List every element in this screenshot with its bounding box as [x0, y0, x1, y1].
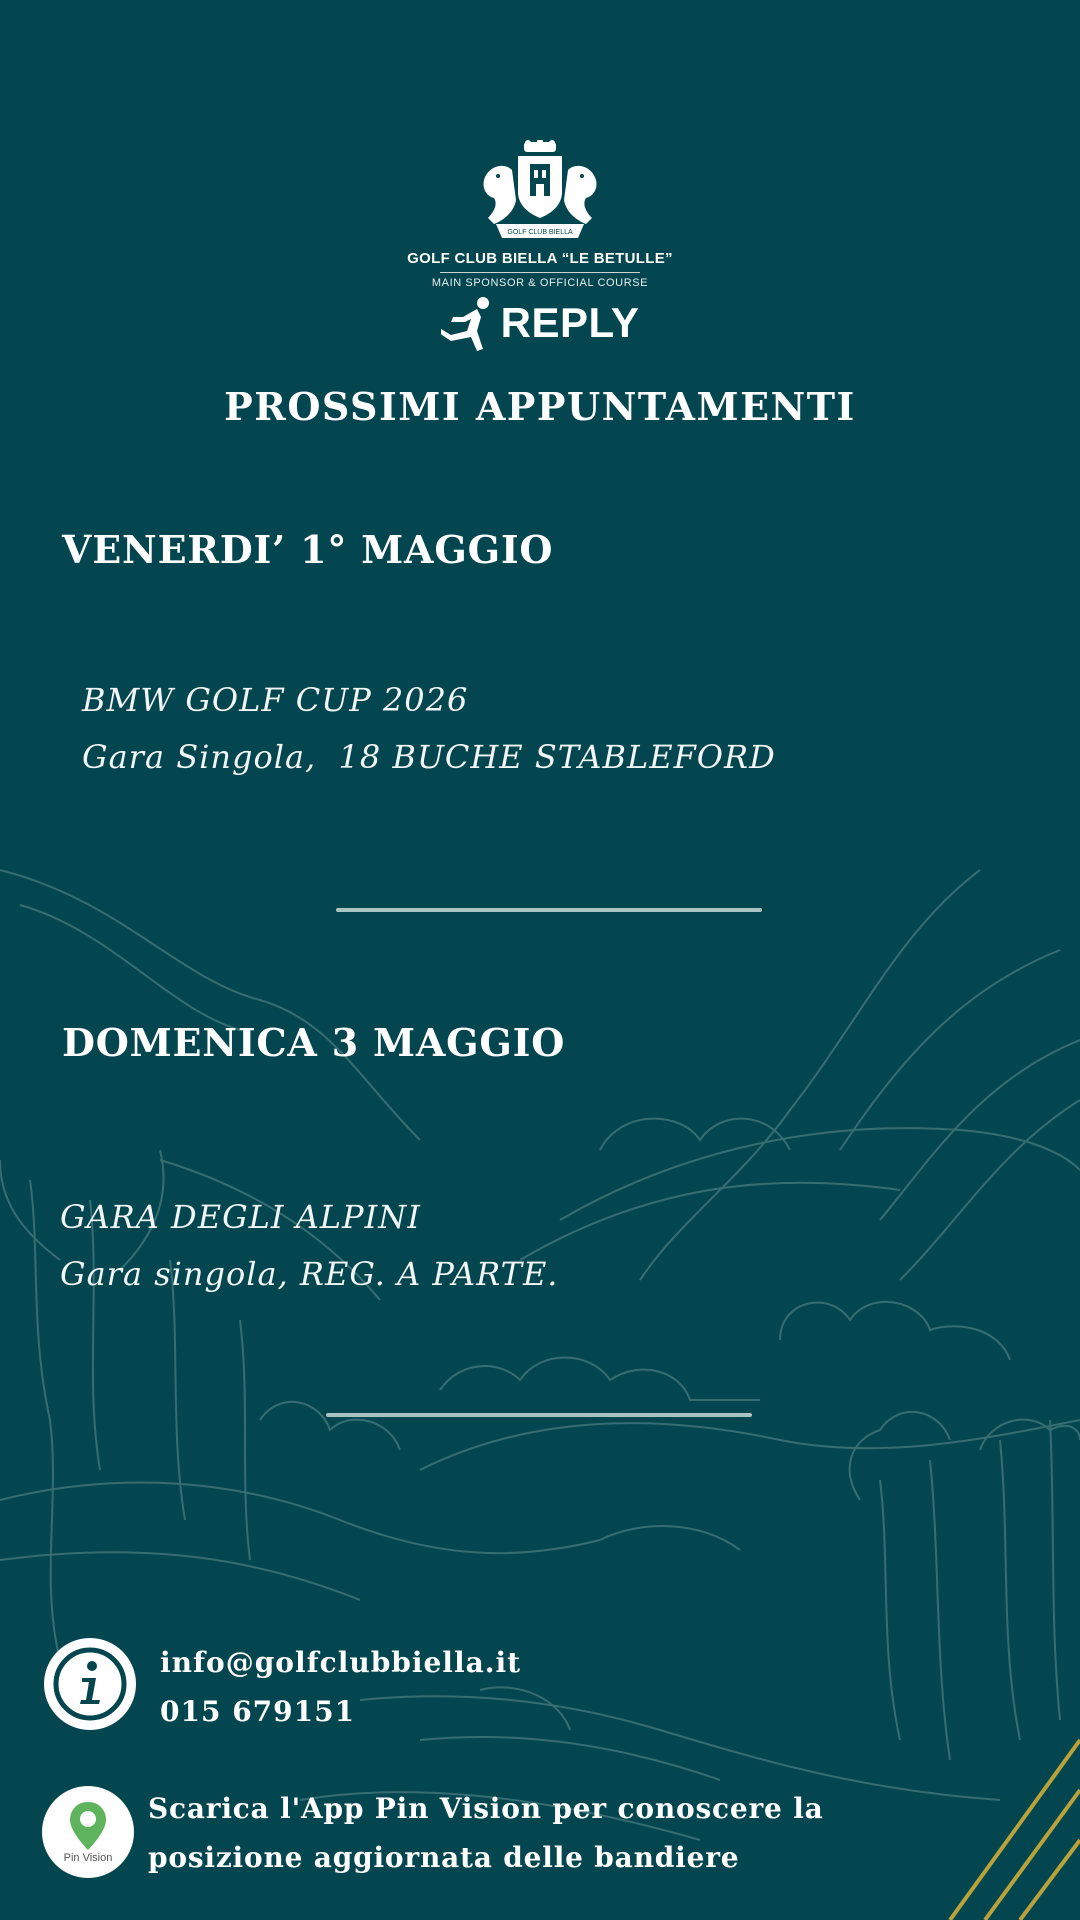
event-date: VENERDI’ 1° MAGGIO: [62, 527, 554, 572]
pin-vision-label: Pin Vision: [63, 1852, 113, 1864]
runner-icon: [441, 295, 495, 351]
crest-icon: [474, 140, 606, 244]
club-divider: [440, 272, 640, 273]
pin-vision-badge[interactable]: [42, 1786, 134, 1878]
location-pin-icon: [68, 1800, 108, 1852]
crest-banner-text: GOLF CLUB BIELLA: [507, 229, 573, 236]
sponsor-logo: [340, 295, 740, 351]
club-name: GOLF CLUB BIELLA “LE BETULLE”: [407, 250, 673, 267]
app-promo-text: [148, 1784, 824, 1882]
info-icon: [52, 1646, 128, 1722]
contact-email-link[interactable]: info@golfclubbiella.it: [160, 1646, 522, 1679]
event-details: Gara singola, REG. A PARTE.: [60, 1255, 559, 1293]
contact-phone-link[interactable]: 015 679151: [160, 1695, 356, 1728]
event-date: DOMENICA 3 MAGGIO: [62, 1020, 566, 1065]
section-divider: [326, 1413, 752, 1417]
page-title: PROSSIMI APPUNTAMENTI: [224, 384, 856, 429]
event-name: GARA DEGLI ALPINI: [60, 1198, 421, 1236]
sponsor-name: REPLY: [500, 299, 640, 346]
club-logo: [340, 140, 740, 351]
info-badge: [44, 1638, 136, 1730]
accent-stripes: [950, 1740, 1080, 1920]
section-divider: [336, 908, 762, 912]
app-promo-line: posizione aggiornata delle bandiere: [148, 1841, 740, 1874]
event-name: BMW GOLF CUP 2026: [82, 681, 469, 719]
club-subtitle: MAIN SPONSOR & OFFICIAL COURSE: [431, 277, 649, 289]
contact-info: [160, 1638, 521, 1736]
app-promo-line: Scarica l'App Pin Vision per conoscere la: [148, 1792, 824, 1825]
event-details: Gara Singola, 18 BUCHE STABLEFORD: [82, 738, 776, 776]
